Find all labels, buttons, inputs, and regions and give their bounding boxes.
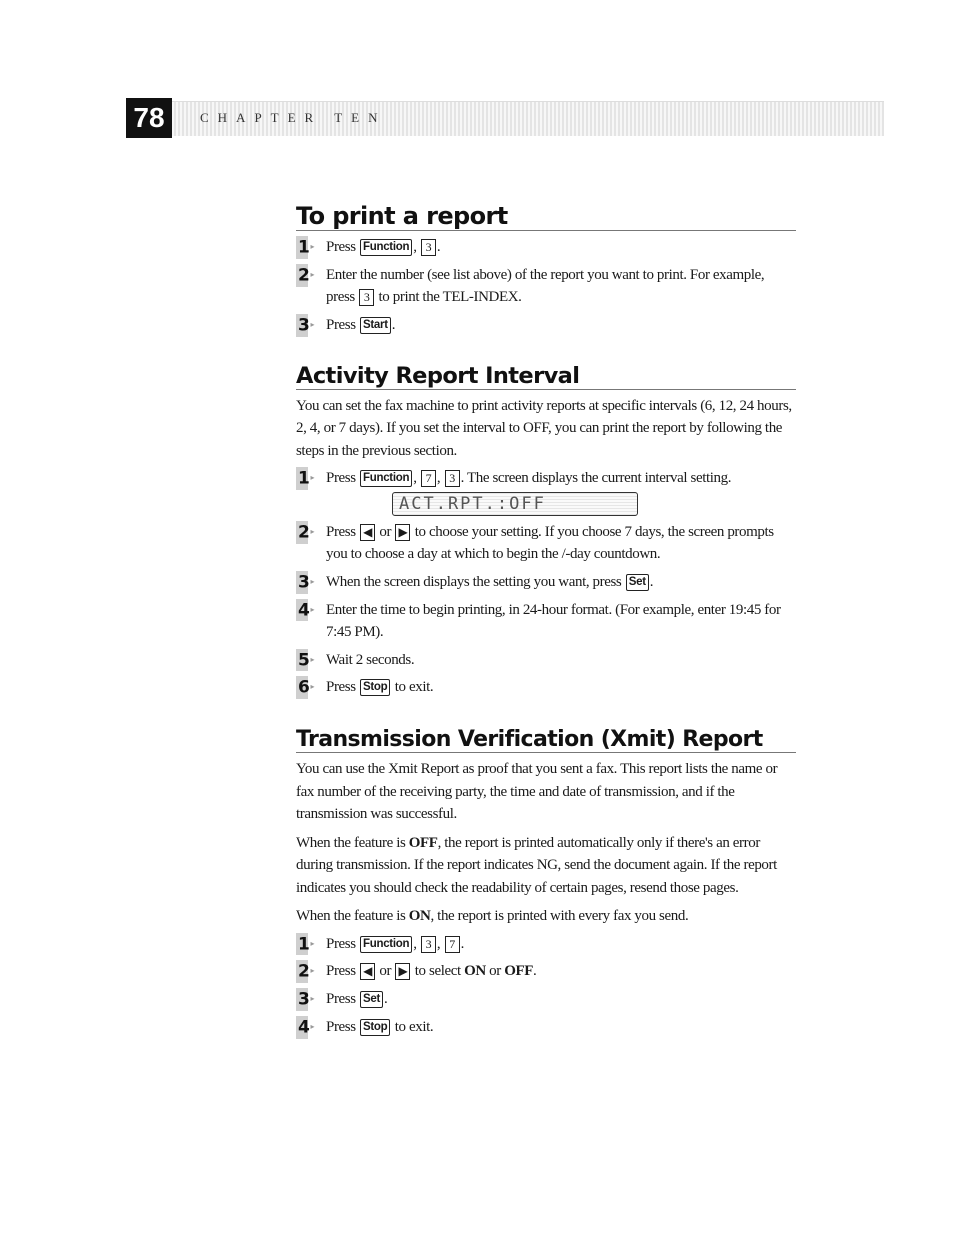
right-arrow-key-icon: ▶ (395, 524, 410, 541)
step-text: Wait 2 seconds. (326, 651, 415, 668)
step-number: 5 ▸ (296, 649, 326, 672)
key-3: 3 (445, 470, 460, 487)
lcd-display: ACT.RPT.:OFF (392, 492, 638, 516)
activity-step-4 (296, 599, 796, 644)
step-text: Press ◀ or ▶ to select ON or OFF. (326, 963, 537, 980)
right-arrow-key-icon: ▶ (395, 963, 410, 980)
step-number: 3 ▸ (296, 314, 326, 337)
chapter-label: CHAPTER TEN (200, 110, 387, 125)
xmit-step-4 (296, 1016, 796, 1039)
step-number: 2 ▸ (296, 521, 326, 544)
step-text: Press Function , 7 , 3 . The screen displays the current interval setting. (326, 470, 732, 486)
xmit-step-2 (296, 960, 796, 983)
page-number: 78 (126, 98, 172, 138)
function-key: Function (360, 470, 412, 487)
step-number: 3 ▸ (296, 571, 326, 594)
step-text: Press Stop to exit. (326, 679, 434, 696)
step-number: 1 ▸ (296, 236, 326, 259)
key-3: 3 (359, 289, 374, 306)
step-text: Press ◀ or ▶ to choose your setting. If you choose 7 days, the screen prompts you to choose a day at which to begin the /-day countdown. (326, 523, 774, 563)
step-number: 2 ▸ (296, 960, 326, 983)
key-3: 3 (421, 936, 436, 953)
step-text: Press Start . (326, 316, 396, 333)
step-text: Enter the number (see list above) of the report you want to print. For example, press 3 to print the TEL-INDEX. (326, 266, 765, 306)
xmit-off-paragraph: When the feature is OFF, the report is printed automatically only if there's an error during transmission. If the report indicates NG, send the document again. If the report indicates you should check the readability of certain pages, resend those pages. (296, 834, 777, 896)
step-text: Press Function , 3 . (326, 239, 441, 255)
print-step-3 (296, 314, 796, 337)
page-content (296, 202, 796, 1039)
step-number: 1 ▸ (296, 467, 326, 490)
left-arrow-key-icon: ◀ (360, 524, 375, 541)
stop-key: Stop (360, 679, 390, 696)
step-text: Press Stop to exit. (326, 1018, 434, 1035)
step-number: 6 ▸ (296, 676, 326, 699)
set-key: Set (626, 574, 649, 591)
step-number: 4 ▸ (296, 599, 326, 622)
start-key: Start (360, 317, 391, 334)
print-step-2 (296, 264, 796, 309)
activity-intro: You can set the fax machine to print activity reports at specific intervals (6, 12, 24 hours, 2, 4, or 7 days). If you set the interval to OFF, you can print the report by following the steps in the previous section. (296, 397, 792, 459)
section-title-xmit-report: Transmission Verification (Xmit) Report (296, 727, 796, 753)
print-step-1 (296, 236, 796, 259)
step-number: 2 ▸ (296, 264, 326, 287)
activity-step-2 (296, 521, 796, 566)
activity-step-3 (296, 571, 796, 594)
key-7: 7 (421, 470, 436, 487)
step-text: Press Set . (326, 991, 388, 1007)
step-text: Enter the time to begin printing, in 24-hour format. (For example, enter 19:45 for 7:45 PM). (326, 601, 781, 640)
xmit-on-paragraph: When the feature is ON, the report is printed with every fax you send. (296, 908, 689, 924)
function-key: Function (360, 936, 412, 953)
function-key: Function (360, 239, 412, 256)
xmit-intro: You can use the Xmit Report as proof that you sent a fax. This report lists the name or fax number of the receiving party, the time and date of transmission, and if the transmission was successful. (296, 761, 778, 822)
stop-key: Stop (360, 1019, 390, 1036)
key-7: 7 (445, 936, 460, 953)
key-3: 3 (421, 239, 436, 256)
step-text: Press Function , 3 , 7 . (326, 935, 464, 952)
xmit-step-3 (296, 988, 796, 1011)
set-key: Set (360, 991, 383, 1008)
section-title-activity-report: Activity Report Interval (296, 363, 796, 390)
left-arrow-key-icon: ◀ (360, 963, 375, 980)
step-number: 1 ▸ (296, 933, 326, 956)
step-number: 3 ▸ (296, 988, 326, 1011)
section-title-print-report: To print a report (296, 202, 796, 231)
activity-step-5 (296, 649, 796, 672)
activity-step-1 (296, 467, 796, 490)
xmit-step-1 (296, 933, 796, 956)
step-text: When the screen displays the setting you want, press Set . (326, 573, 654, 590)
activity-step-6 (296, 676, 796, 699)
step-number: 4 ▸ (296, 1016, 326, 1039)
